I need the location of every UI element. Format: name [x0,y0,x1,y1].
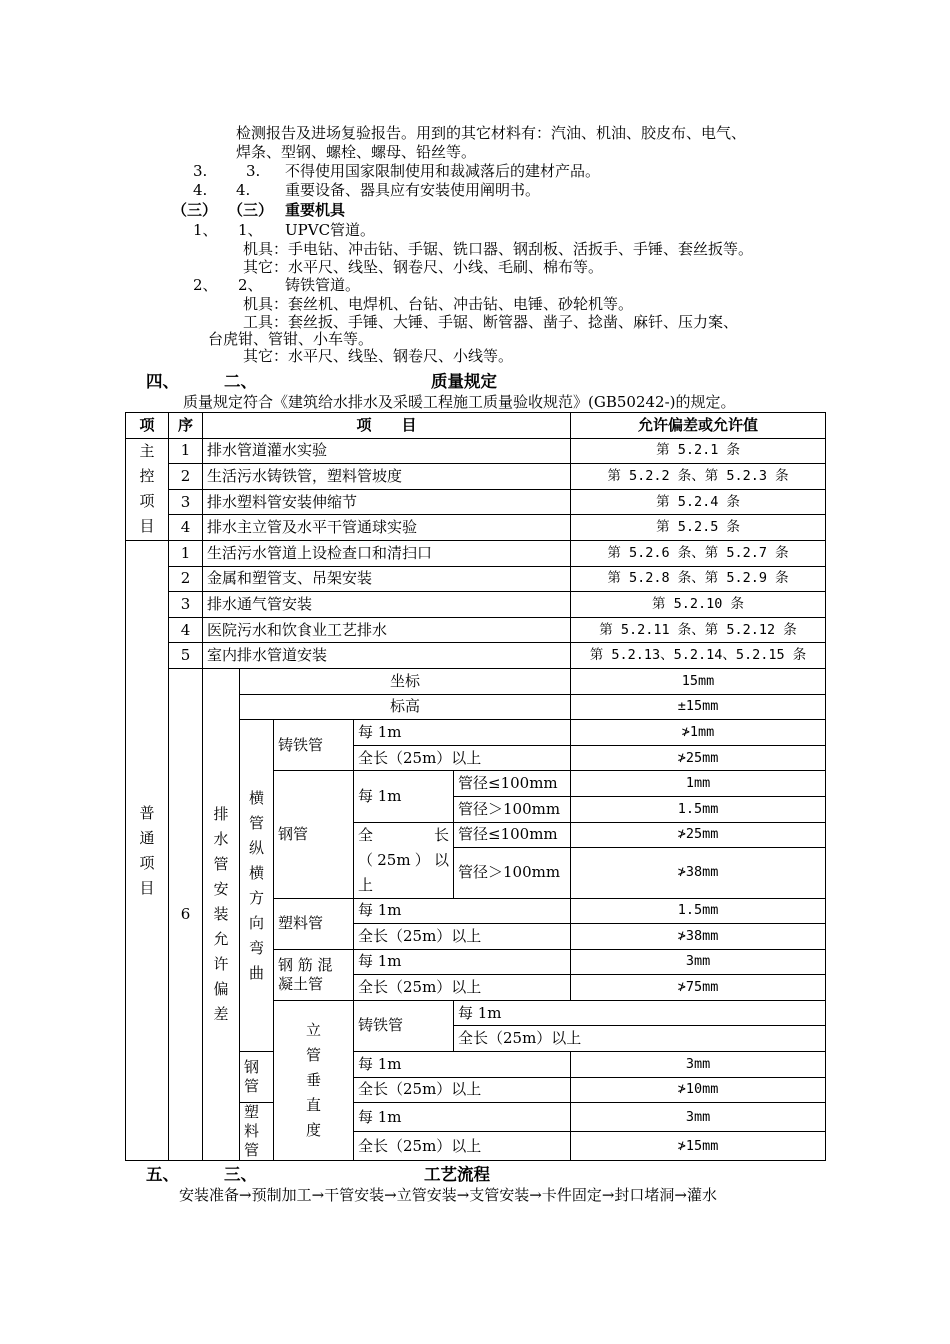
row-value: 1.5mm [571,796,826,822]
per-meter-label: 每 1m [354,949,571,975]
coordinate-label: 坐标 [240,668,571,694]
sec3-sub1-title: UPVC管道。 [285,221,376,239]
sec5-num: 五、 [146,1165,179,1184]
install-tolerance-label: 排 水 管 安 装 允 许 偏 差 [203,668,240,1160]
table-row [126,540,826,566]
main-control-label: 主 控 项 目 [126,438,169,540]
row-value: ≯10mm [571,1077,826,1103]
diameter-gt-label: 管径＞100mm [454,796,571,822]
row-seq: 5 [169,643,203,669]
table-row [126,489,826,515]
sec3-sub1-other: 其它：水平尺、线坠、钢卷尺、小线、毛刷、棉布等。 [243,258,604,276]
row-value: 第 5.2.13、5.2.14、5.2.15 条 [571,643,826,669]
row-name: 金属和塑管支、吊架安装 [203,566,571,592]
elevation-label: 标高 [240,694,571,720]
item-3-num: 3. [193,162,208,180]
table-row [126,617,826,643]
table-row [126,566,826,592]
row-value: ≯38mm [571,848,826,898]
row-value: 第 5.2.8 条、第 5.2.9 条 [571,566,826,592]
sec5-num-dup: 三、 [224,1165,257,1184]
plastic-pipe-label: 塑料管 [240,1103,274,1161]
item-4-num-dup: 4. [236,181,251,199]
intro-line-2: 焊条、型钢、螺栓、螺母、铅丝等。 [236,143,477,161]
per-meter-label: 每 1m [354,1052,571,1078]
row-seq: 2 [169,566,203,592]
row-seq: 3 [169,592,203,618]
item-4-text: 重要设备、器具应有安装使用阐明书。 [285,181,541,199]
rc-pipe-label: 钢 筋 混 凝土管 [274,949,354,1000]
table-row [126,464,826,490]
diameter-le-label: 管径≤100mm [454,771,571,797]
cast-iron-label: 铸铁管 [274,720,354,771]
row-value: 1.5mm [571,898,826,924]
full-length-label: 全长 （25m）以 上 [354,822,454,898]
sec3-num-dup: （三） [228,201,274,219]
row-seq: 1 [169,438,203,464]
row-name: 排水主立管及水平干管通球实验 [203,515,571,541]
row-seq: 3 [169,489,203,515]
row-value: ≯1mm [571,720,826,746]
diameter-le-label: 管径≤100mm [454,822,571,848]
row-value: 第 5.2.5 条 [571,515,826,541]
sec3-sub2-machines: 机具：套丝机、电焊机、台钻、冲击钻、电锤、砂轮机等。 [243,295,634,313]
cast-iron-label: 铸铁管 [354,1000,454,1051]
row-name: 排水通气管安装 [203,592,571,618]
table-row [126,438,826,464]
table-row [126,592,826,618]
sec4-title: 质量规定 [431,372,497,391]
row-name: 生活污水管道上设检查口和清扫口 [203,540,571,566]
item-3-num-dup: 3. [246,162,261,180]
diameter-gt-label: 管径＞100mm [454,848,571,898]
sec5-title: 工艺流程 [424,1165,490,1184]
sec4-num-dup: 二、 [224,372,257,391]
sec3-sub1-num-dup: 1、 [238,221,263,239]
row-value: 3mm [571,1103,826,1132]
full-length-label: 全长（25m）以上 [454,1026,826,1052]
sec3-sub2-num: 2、 [193,276,218,294]
full-length-label: 全长（25m）以上 [354,1132,571,1161]
table-row [126,668,826,694]
row-value: 第 5.2.10 条 [571,592,826,618]
header-value: 允许偏差或允许值 [571,413,826,439]
per-meter-label: 每 1m [354,898,571,924]
full-length-label: 全长（25m）以上 [354,975,571,1001]
elevation-value: ±15mm [571,694,826,720]
sec3-sub2-tools-cont: 台虎钳、管钳、小车等。 [208,330,374,348]
row-value: 3mm [571,949,826,975]
per-meter-label: 每 1m [354,1103,571,1132]
full-length-label: 全长（25m）以上 [354,1077,571,1103]
item-4-num: 4. [193,181,208,199]
row-name: 医院污水和饮食业工艺排水 [203,617,571,643]
row-name: 排水管道灌水实验 [203,438,571,464]
sec3-title: 重要机具 [285,201,346,219]
table-header [126,413,826,439]
row-value: ≯38mm [571,924,826,950]
per-meter-label: 每 1m [354,771,454,822]
sec3-sub2-num-dup: 2、 [238,276,263,294]
row-value: 第 5.2.6 条、第 5.2.7 条 [571,540,826,566]
header-seq: 序 [169,413,203,439]
sec4-desc: 质量规定符合《建筑给水排水及采暖工程施工质量验收规范》(GB50242-)的规定。 [183,393,736,411]
steel-pipe-label: 钢管 [274,771,354,898]
intro-line-1: 检测报告及进场复验报告。用到的其它材料有：汽油、机油、胶皮布、电气、 [236,124,747,142]
process-flow: 安装准备→预制加工→干管安装→立管安装→支管安装→卡件固定→封口堵洞→灌水 [179,1186,717,1204]
steel-pipe-label: 钢管 [240,1052,274,1103]
sec3-sub1-tools: 机具：手电钻、冲击钻、手锯、铣口器、钢刮板、活扳手、手锤、套丝扳等。 [243,240,754,258]
row-seq: 1 [169,540,203,566]
per-meter-label: 每 1m [354,720,571,746]
full-length-label: 全长（25m）以上 [354,924,571,950]
per-meter-label: 每 1m [454,1000,826,1026]
vertical-plumb-label: 立 管 垂 直 度 [274,1000,354,1160]
row-name: 室内排水管道安装 [203,643,571,669]
row-seq: 4 [169,515,203,541]
row-value: 第 5.2.1 条 [571,438,826,464]
row-value: 第 5.2.4 条 [571,489,826,515]
sec3-sub1-num: 1、 [193,221,218,239]
table-row [126,643,826,669]
quality-table [125,412,826,1161]
row-seq: 2 [169,464,203,490]
plastic-pipe-label: 塑料管 [274,898,354,949]
item-3-text: 不得使用国家限制使用和裁减落后的建材产品。 [285,162,601,180]
row-value: 第 5.2.2 条、第 5.2.3 条 [571,464,826,490]
general-items-label: 普 通 项 目 [126,540,169,1160]
row-value: ≯75mm [571,975,826,1001]
row-value: ≯15mm [571,1132,826,1161]
sec3-sub2-other: 其它：水平尺、线坠、钢卷尺、小线等。 [243,347,514,365]
row-seq: 6 [169,668,203,1160]
row-value: 1mm [571,771,826,797]
sec3-sub2-tools: 工具：套丝扳、手锤、大锤、手锯、断管器、凿子、捻凿、麻钎、压力案、 [243,313,739,331]
row-value: 3mm [571,1052,826,1078]
sec4-num: 四、 [146,372,179,391]
horizontal-bend-label: 横 管 纵 横 方 向 弯 曲 [240,720,274,1052]
row-seq: 4 [169,617,203,643]
row-value: ≯25mm [571,822,826,848]
row-value: ≯25mm [571,745,826,771]
sec3-num: （三） [172,201,218,219]
full-length-label: 全长（25m）以上 [354,745,571,771]
header-item: 项 [126,413,169,439]
row-name: 生活污水铸铁管，塑料管坡度 [203,464,571,490]
table-row [126,515,826,541]
sec3-sub2-title: 铸铁管道。 [285,276,361,294]
row-name: 排水塑料管安装伸缩节 [203,489,571,515]
header-name: 项 目 [203,413,571,439]
coordinate-value: 15mm [571,668,826,694]
row-value: 第 5.2.11 条、第 5.2.12 条 [571,617,826,643]
